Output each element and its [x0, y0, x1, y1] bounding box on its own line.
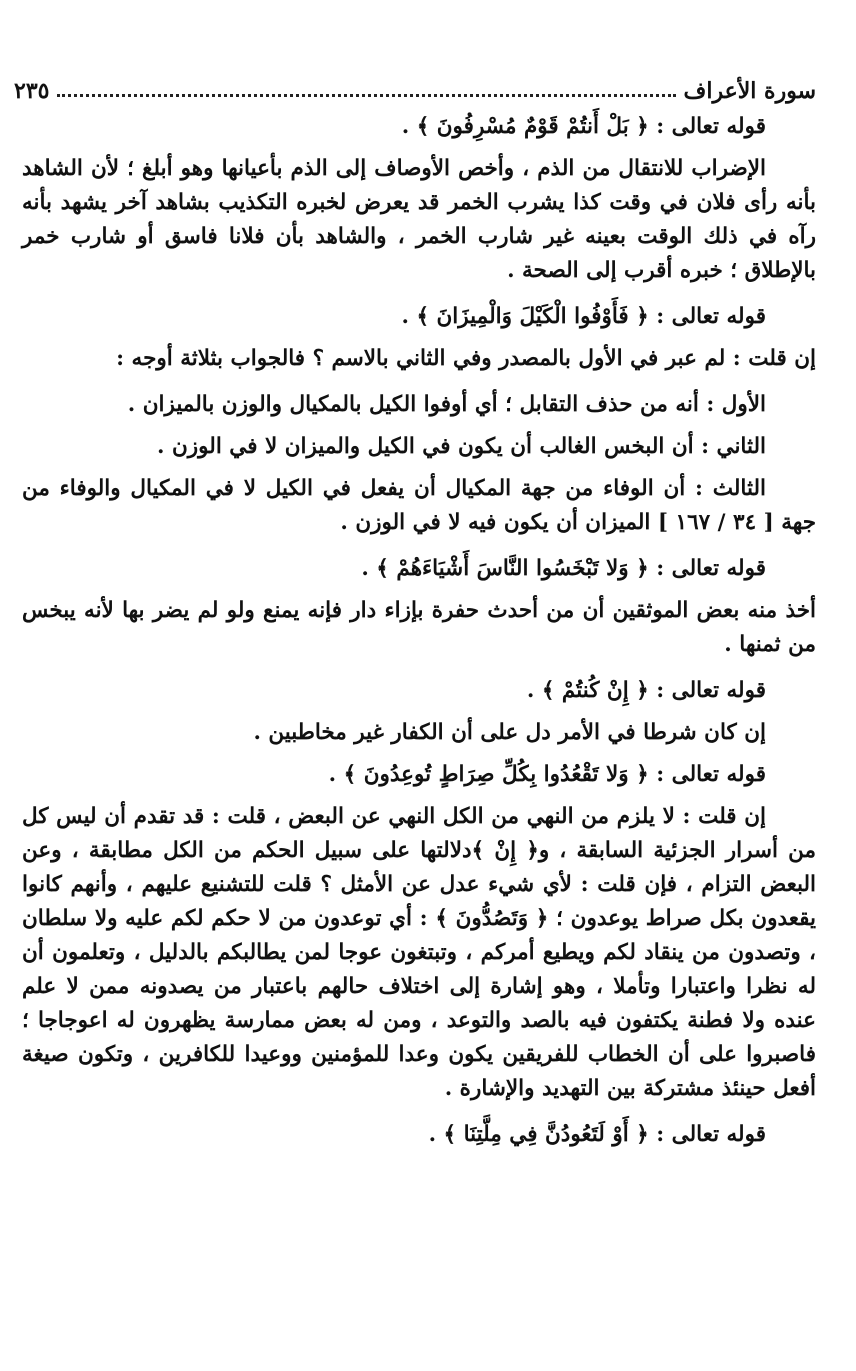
page-number: ٢٣٥	[14, 78, 50, 104]
paragraph: قوله تعالى : ﴿ وَلا تَبْخَسُوا النَّاسَ أَشْيَاءَهُمْ ﴾ .	[361, 556, 766, 581]
paragraph: قوله تعالى : ﴿ إِنْ كُنتُمْ ﴾ .	[526, 678, 766, 703]
paragraph: قوله تعالى : ﴿ وَلا تَقْعُدُوا بِكُلِّ صِرَاطٍ تُوعِدُونَ ﴾ .	[328, 762, 766, 787]
page-header	[14, 68, 816, 104]
paragraph: إن كان شرطا في الأمر دل على أن الكفار غير مخاطبين .	[253, 720, 766, 745]
header-dotted-leader	[57, 94, 675, 97]
paragraph: الثالث : أن الوفاء من جهة المكيال أن يفعل في الكيل لا في المكيال والوفاء من جهة [ ٣٤ / ١٦٧ ] الميزان أن يكون فيه لا في الوزن .	[22, 476, 816, 535]
paragraph: الثاني : أن البخس الغالب أن يكون في الكيل والميزان لا في الوزن .	[157, 434, 766, 459]
paragraph: قوله تعالى : ﴿ بَلْ أَنتُمْ قَوْمٌ مُسْرِفُونَ ﴾ .	[401, 114, 766, 139]
paragraph: قوله تعالى : ﴿ أَوْ لَتَعُودُنَّ فِي مِلَّتِنَا ﴾ .	[428, 1122, 766, 1147]
paragraph: إن قلت : لا يلزم من النهي من الكل النهي عن البعض ، قلت : قد تقدم أن ليس كل من أسرار الجزئية السابقة ، و﴿ إِنْ ﴾دلالتها على سبيل الحكم من الكل مطابقة ، وعن البعض التزام ، فإن قلت : لأي شيء عدل عن الأمثل ؟ قلت للتشنيع عليهم ، وأنهم كانوا يقعدون بكل صراط يوعدون ؛ ﴿ وَتَصُدُّونَ ﴾ : أي توعدون من لا حكم لكم عليه ولا سلطان ، وتصدون من ينقاد لكم ويطيع أمركم ، وتبتغون عوجا لمن يطالبكم بالدليل ، وتعلمون أن له نظرا واعتبارا وتأملا ، وهو إشارة إلى اختلاف حالهم باعتبار من يصدونه ممن لا علم عنده ولا فطنة يكتفون فيه بالصد والتوعد ، ومن له بعض ممارسة يظهرون له اعوجاجا ؛ فاصبروا على أن الخطاب للفريقين يكون وعدا للمؤمنين ووعيدا للكافرين ، وتكون صيغة أفعل حينئذ مشتركة بين التهديد والإشارة .	[22, 804, 816, 1101]
paragraph: قوله تعالى : ﴿ فَأَوْفُوا الْكَيْلَ وَالْمِيزَانَ ﴾ .	[401, 304, 766, 329]
paragraph: أخذ منه بعض الموثقين أن من أحدث حفرة بإزاء دار فإنه يمنع ولو لم يضر بها لأنه يبخس من ثمنها .	[22, 598, 816, 657]
page-body	[22, 110, 816, 1160]
surah-title: سورة الأعراف	[683, 78, 816, 104]
paragraph: الأول : أنه من حذف التقابل ؛ أي أوفوا الكيل بالمكيال والوزن بالميزان .	[127, 392, 766, 417]
paragraph: إن قلت : لم عبر في الأول بالمصدر وفي الثاني بالاسم ؟ فالجواب بثلاثة أوجه :	[116, 346, 816, 371]
paragraph: الإضراب للانتقال من الذم ، وأخص الأوصاف إلى الذم بأعيانها وهو أبلغ ؛ لأن الشاهد بأنه رأى فلان في وقت كذا يشرب الخمر قد يعرض لخبره التكذيب بشاهد آخر يشهد بأنه رآه في ذلك الوقت بعينه غير شارب الخمر ، والشاهد بأن فلانا فاسق أو شارب خمر بالإطلاق ؛ خبره أقرب إلى الصحة .	[22, 156, 816, 283]
